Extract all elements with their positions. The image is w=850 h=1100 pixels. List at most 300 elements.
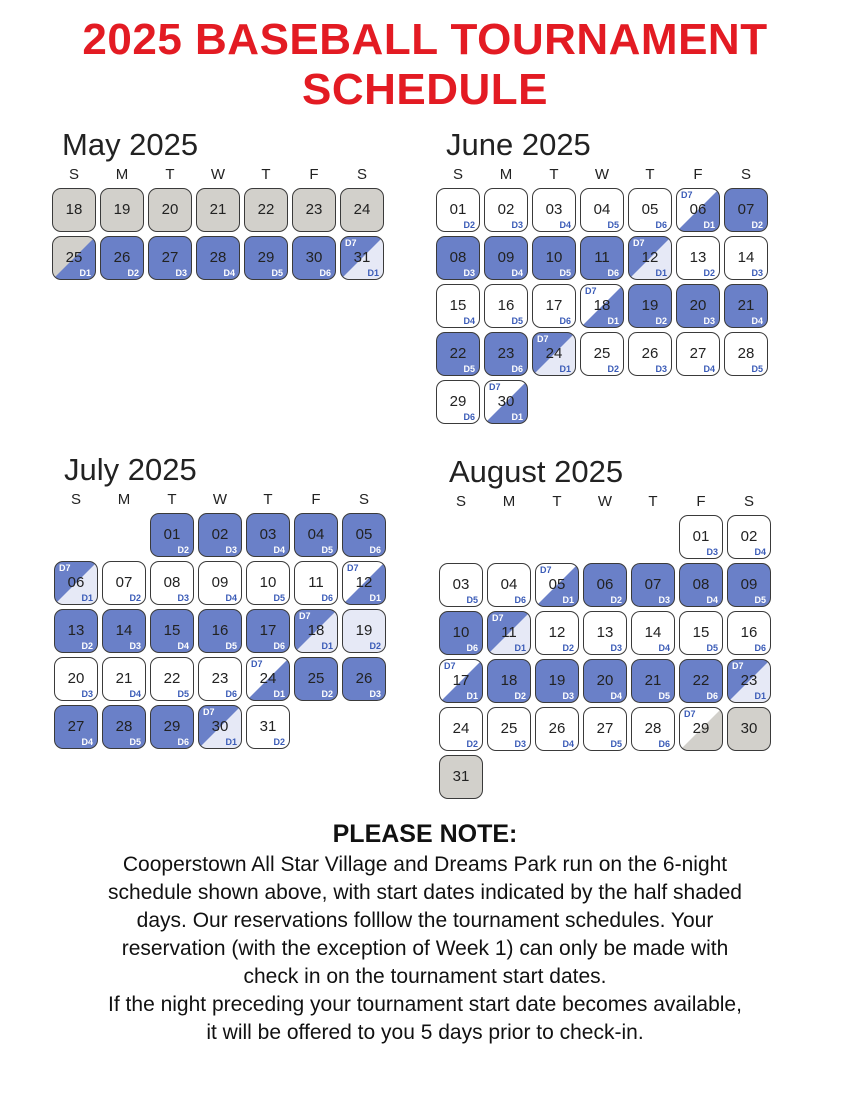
weekday-header: M [502, 493, 516, 510]
weekday-header: S [358, 491, 369, 508]
day-cell [294, 609, 338, 653]
day-number: 13 [67, 622, 85, 639]
weekday-header: W [212, 491, 228, 508]
day7-label: D7 [492, 613, 504, 623]
weekday-header: S [452, 166, 463, 183]
day-cell [724, 188, 768, 232]
day-number: 04 [593, 201, 611, 218]
day-number: 12 [548, 624, 566, 641]
day-number: 15 [449, 297, 467, 314]
day-label: D6 [607, 268, 619, 278]
day-number: 22 [692, 672, 710, 689]
day-cell [580, 188, 624, 232]
day-number: 27 [67, 718, 85, 735]
calendar-july-2025 [54, 453, 404, 753]
day7-label: D7 [347, 563, 359, 573]
day-cell [580, 236, 624, 280]
day-number: 14 [737, 249, 755, 266]
day-number: 10 [545, 249, 563, 266]
day-cell [679, 707, 723, 751]
day-label: D4 [559, 220, 571, 230]
weekday-header: T [549, 166, 559, 183]
day-label: D1 [225, 737, 237, 747]
day-number: 09 [740, 576, 758, 593]
month-title: June 2025 [446, 127, 591, 162]
day-cell [342, 657, 386, 701]
day7-label: D7 [299, 611, 311, 621]
weekday-header: T [165, 166, 175, 183]
day-label: D2 [703, 268, 715, 278]
day-cell [484, 236, 528, 280]
day-number: 19 [641, 297, 659, 314]
day-cell [292, 236, 336, 280]
day-cell [246, 657, 290, 701]
day-number: 20 [689, 297, 707, 314]
day-label: D6 [369, 545, 381, 555]
day-label: D4 [225, 593, 237, 603]
day-number: 05 [641, 201, 659, 218]
day7-label: D7 [585, 286, 597, 296]
day-cell [487, 563, 531, 607]
day-label: D4 [463, 316, 475, 326]
day-label: D2 [369, 641, 381, 651]
day-label: D5 [129, 737, 141, 747]
day-number: 06 [596, 576, 614, 593]
day-cell [631, 707, 675, 751]
day-label: D4 [223, 268, 235, 278]
day-number: 28 [737, 345, 755, 362]
day-number: 07 [644, 576, 662, 593]
note-line: it will be offered to you 5 days prior to check-in. [206, 1021, 644, 1044]
day-number: 11 [501, 624, 517, 641]
day-label: D3 [463, 268, 475, 278]
day-number: 23 [740, 672, 758, 689]
day-number: 15 [163, 622, 181, 639]
weekday-header: S [68, 166, 79, 183]
day-cell [102, 657, 146, 701]
day-number: 11 [594, 249, 610, 266]
day-label: D1 [511, 412, 523, 422]
day-number: 30 [740, 720, 758, 737]
day-cell [294, 513, 338, 557]
day-number: 05 [548, 576, 566, 593]
day-label: D6 [225, 689, 237, 699]
weekday-header: M [115, 166, 129, 183]
day-number: 31 [452, 768, 470, 785]
day-cell [436, 236, 480, 280]
day-number: 24 [545, 345, 563, 362]
day-cell [535, 563, 579, 607]
day7-label: D7 [684, 709, 696, 719]
day-cell [244, 188, 288, 232]
day-number: 17 [452, 672, 470, 689]
day-number: 01 [692, 528, 710, 545]
day-cell [54, 705, 98, 749]
day-cell [52, 188, 96, 232]
weekday-header: F [311, 491, 321, 508]
day-label: D2 [321, 689, 333, 699]
day-label: D1 [559, 364, 571, 374]
day-cell [628, 188, 672, 232]
day-cell [436, 188, 480, 232]
day-number: 18 [307, 622, 325, 639]
day-cell [54, 657, 98, 701]
month-title: July 2025 [64, 452, 197, 487]
day-number: 03 [545, 201, 563, 218]
day-label: D2 [127, 268, 139, 278]
day-number: 22 [449, 345, 467, 362]
day-label: D5 [225, 641, 237, 651]
day-cell [439, 707, 483, 751]
day-number: 23 [305, 201, 323, 218]
day-label: D1 [79, 268, 91, 278]
day-cell [535, 659, 579, 703]
day-number: 08 [163, 574, 181, 591]
day-label: D6 [466, 643, 478, 653]
day-label: D6 [658, 739, 670, 749]
day-cell [580, 284, 624, 328]
day-cell [150, 561, 194, 605]
day-cell [246, 705, 290, 749]
day-number: 13 [689, 249, 707, 266]
day-number: 01 [163, 526, 181, 543]
day-cell [628, 236, 672, 280]
day-label: D4 [273, 545, 285, 555]
day-label: D5 [273, 593, 285, 603]
weekday-header: F [696, 493, 706, 510]
day-number: 19 [355, 622, 373, 639]
day-number: 25 [500, 720, 518, 737]
day-number: 26 [548, 720, 566, 737]
weekday-header: F [693, 166, 703, 183]
page-title-line2: SCHEDULE [301, 65, 549, 114]
day-cell [150, 609, 194, 653]
day-cell [196, 236, 240, 280]
day-number: 24 [452, 720, 470, 737]
day-label: D4 [177, 641, 189, 651]
day-cell [52, 236, 96, 280]
day-label: D2 [177, 545, 189, 555]
day-cell [487, 611, 531, 655]
day-number: 04 [500, 576, 518, 593]
weekday-header: W [594, 166, 610, 183]
day7-label: D7 [203, 707, 215, 717]
weekday-header: T [167, 491, 177, 508]
day-cell [484, 188, 528, 232]
day-cell [535, 611, 579, 655]
day-label: D2 [273, 737, 285, 747]
day-number: 19 [548, 672, 566, 689]
day-number: 17 [545, 297, 563, 314]
day-number: 21 [115, 670, 133, 687]
day-cell [342, 513, 386, 557]
day-label: D1 [703, 220, 715, 230]
day-label: D4 [511, 268, 523, 278]
day-cell [246, 561, 290, 605]
day-number: 18 [500, 672, 518, 689]
day-label: D1 [466, 691, 478, 701]
day-cell [631, 611, 675, 655]
calendar-may-2025 [52, 128, 402, 428]
day-label: D3 [369, 689, 381, 699]
calendar-august-2025 [439, 454, 789, 785]
day-label: D2 [463, 220, 475, 230]
day-label: D2 [607, 364, 619, 374]
day-number: 08 [449, 249, 467, 266]
day-label: D6 [754, 643, 766, 653]
day-number: 27 [689, 345, 707, 362]
day-cell [583, 659, 627, 703]
day-cell [198, 609, 242, 653]
calendar-june-2025 [436, 128, 786, 428]
day-number: 03 [259, 526, 277, 543]
day-label: D5 [610, 739, 622, 749]
day-label: D5 [177, 689, 189, 699]
day-cell [436, 284, 480, 328]
day-cell [294, 561, 338, 605]
day-cell [727, 659, 771, 703]
day-number: 26 [641, 345, 659, 362]
day-number: 03 [452, 576, 470, 593]
day-number: 30 [211, 718, 229, 735]
day-number: 21 [209, 201, 227, 218]
day-number: 16 [497, 297, 515, 314]
day7-label: D7 [489, 382, 501, 392]
day-cell [244, 236, 288, 280]
day-number: 24 [353, 201, 371, 218]
day-cell [487, 707, 531, 751]
day-cell [150, 513, 194, 557]
day-label: D1 [514, 643, 526, 653]
day-cell [676, 284, 720, 328]
day-cell [676, 236, 720, 280]
day-label: D1 [562, 595, 574, 605]
day-label: D5 [511, 316, 523, 326]
weekday-header: S [455, 493, 466, 510]
month-title: May 2025 [62, 127, 199, 162]
day-number: 23 [211, 670, 229, 687]
note-line: check in on the tournament start dates. [243, 965, 607, 988]
day-label: D5 [271, 268, 283, 278]
weekday-header: W [210, 166, 226, 183]
day-cell [724, 284, 768, 328]
day-number: 29 [449, 393, 467, 410]
day7-label: D7 [345, 238, 357, 248]
day7-label: D7 [633, 238, 645, 248]
day-cell [102, 705, 146, 749]
day-label: D6 [273, 641, 285, 651]
day-number: 02 [740, 528, 758, 545]
day-number: 16 [211, 622, 229, 639]
day-cell [535, 707, 579, 751]
day-label: D4 [703, 364, 715, 374]
day-label: D6 [514, 595, 526, 605]
day-cell [676, 332, 720, 376]
day-cell [102, 609, 146, 653]
day-number: 09 [211, 574, 229, 591]
day-label: D4 [751, 316, 763, 326]
day-number: 07 [115, 574, 133, 591]
day-label: D3 [706, 547, 718, 557]
day-label: D1 [321, 641, 333, 651]
day-label: D5 [463, 364, 475, 374]
day-label: D2 [129, 593, 141, 603]
day-cell [628, 284, 672, 328]
weekday-header: T [648, 493, 658, 510]
day-label: D5 [321, 545, 333, 555]
day-number: 13 [596, 624, 614, 641]
day-number: 27 [161, 249, 179, 266]
note-line: reservation (with the exception of Week 1) can only be made with [121, 937, 729, 960]
day-label: D3 [655, 364, 667, 374]
day-number: 06 [67, 574, 85, 591]
day-cell [676, 188, 720, 232]
weekday-header: S [740, 166, 751, 183]
day-label: D5 [751, 364, 763, 374]
day-label: D2 [466, 739, 478, 749]
day-cell [532, 332, 576, 376]
day-cell [727, 563, 771, 607]
day-cell [484, 284, 528, 328]
day-cell [631, 563, 675, 607]
day-number: 10 [259, 574, 277, 591]
day-cell [532, 236, 576, 280]
weekday-header: S [356, 166, 367, 183]
day-label: D3 [703, 316, 715, 326]
day-number: 07 [737, 201, 755, 218]
day-number: 01 [449, 201, 467, 218]
day-number: 29 [692, 720, 710, 737]
day-cell [583, 611, 627, 655]
day-number: 31 [353, 249, 371, 266]
day7-label: D7 [251, 659, 263, 669]
day-label: D3 [511, 220, 523, 230]
day-cell [292, 188, 336, 232]
day-cell [342, 609, 386, 653]
day-number: 04 [307, 526, 325, 543]
day-label: D4 [658, 643, 670, 653]
day-label: D3 [562, 691, 574, 701]
day-cell [198, 561, 242, 605]
day-cell [340, 236, 384, 280]
note-line: days. Our reservations folllow the tournament schedules. Your [136, 909, 714, 932]
day-cell [246, 609, 290, 653]
day-cell [727, 611, 771, 655]
day-label: D4 [129, 689, 141, 699]
day-cell [727, 515, 771, 559]
day-number: 26 [355, 670, 373, 687]
day7-label: D7 [540, 565, 552, 575]
day-number: 12 [641, 249, 659, 266]
day-label: D5 [559, 268, 571, 278]
day-label: D3 [514, 739, 526, 749]
day-label: D2 [751, 220, 763, 230]
day-cell [679, 659, 723, 703]
page-title-line1: 2025 BASEBALL TOURNAMENT [82, 15, 768, 64]
day-cell [487, 659, 531, 703]
day-cell [436, 332, 480, 376]
day-number: 08 [692, 576, 710, 593]
note-line: Cooperstown All Star Village and Dreams Park run on the 6-night [122, 853, 728, 876]
day-number: 19 [113, 201, 131, 218]
day-label: D6 [319, 268, 331, 278]
day-number: 22 [257, 201, 275, 218]
day-label: D6 [177, 737, 189, 747]
day-number: 05 [355, 526, 373, 543]
day-label: D3 [610, 643, 622, 653]
day-number: 28 [115, 718, 133, 735]
day-number: 24 [259, 670, 277, 687]
day-cell [150, 705, 194, 749]
day-label: D1 [754, 691, 766, 701]
day-label: D3 [225, 545, 237, 555]
weekday-header: S [743, 493, 754, 510]
day-cell [724, 236, 768, 280]
day-number: 29 [257, 249, 275, 266]
day-cell [439, 755, 483, 799]
day-number: 02 [497, 201, 515, 218]
day-cell [100, 188, 144, 232]
day-cell [198, 657, 242, 701]
day-cell [439, 659, 483, 703]
weekday-header: T [645, 166, 655, 183]
day-cell [583, 563, 627, 607]
day-cell [583, 707, 627, 751]
day-number: 21 [737, 297, 755, 314]
day-cell [342, 561, 386, 605]
day-number: 28 [209, 249, 227, 266]
day-label: D3 [751, 268, 763, 278]
day-label: D3 [81, 689, 93, 699]
weekday-header: T [263, 491, 273, 508]
day-cell [198, 513, 242, 557]
day-label: D5 [466, 595, 478, 605]
day-label: D4 [610, 691, 622, 701]
day-label: D6 [706, 691, 718, 701]
day-cell [439, 611, 483, 655]
weekday-header: M [499, 166, 513, 183]
day-label: D2 [562, 643, 574, 653]
day-number: 21 [644, 672, 662, 689]
note-heading: PLEASE NOTE: [332, 820, 518, 848]
day-cell [340, 188, 384, 232]
day-label: D6 [321, 593, 333, 603]
weekday-header: S [70, 491, 81, 508]
day-number: 23 [497, 345, 515, 362]
day-number: 17 [259, 622, 277, 639]
day-number: 25 [593, 345, 611, 362]
day-label: D3 [177, 593, 189, 603]
day-number: 22 [163, 670, 181, 687]
day-number: 25 [307, 670, 325, 687]
day-label: D4 [706, 595, 718, 605]
day-number: 18 [65, 201, 83, 218]
day-label: D6 [655, 220, 667, 230]
day-number: 11 [308, 574, 324, 591]
day-label: D3 [658, 595, 670, 605]
day-cell [580, 332, 624, 376]
note-line: schedule shown above, with start dates indicated by the half shaded [108, 881, 742, 904]
day7-label: D7 [681, 190, 693, 200]
day-number: 12 [355, 574, 373, 591]
day-cell [532, 284, 576, 328]
day-number: 27 [596, 720, 614, 737]
day-cell [294, 657, 338, 701]
day-cell [439, 563, 483, 607]
day-label: D6 [463, 412, 475, 422]
note-line: If the night preceding your tournament start date becomes available, [108, 993, 742, 1016]
day-label: D1 [273, 689, 285, 699]
